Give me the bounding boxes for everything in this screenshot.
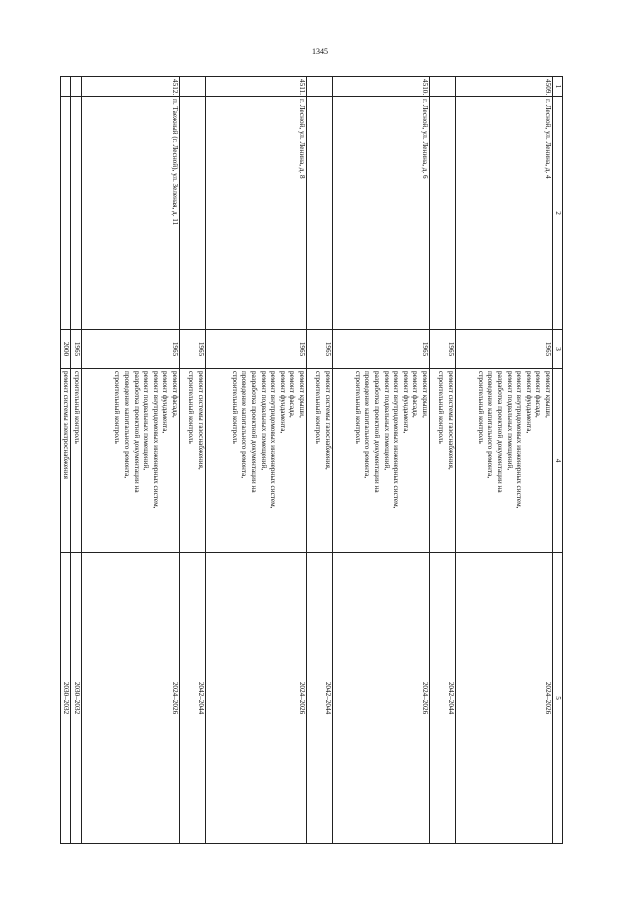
work-item: разработка проектной документации на [132,371,141,493]
work-item: строительный контроль [113,371,122,444]
work-item: ремонт фасада, [171,371,179,418]
row-year: 2000 [60,330,71,369]
row-year: 1965 [430,330,456,369]
page-number: 1345 [312,47,328,56]
row-address: г. Лесной, ул. Ленина, д. 4 [456,97,553,330]
row-number: 4512. [82,77,180,97]
row-address: п. Таежный (г. Лесной), ул. Зеленая, д. 11 [82,97,180,330]
row-number [430,77,456,97]
row-address [307,97,333,330]
work-item: ремонт системы газоснабжения, [447,371,455,470]
table-row [456,77,553,844]
work-item: строительный контроль [476,371,485,444]
row-year: 1965 [206,330,307,369]
row-works [456,369,553,553]
row-address [430,97,456,330]
table-row [307,77,333,844]
row-number: 4509. [456,77,553,97]
row-address [180,97,206,330]
row-number [180,77,206,97]
work-item: проведение капитального ремонта, [240,371,249,479]
work-item: ремонт фундамента, [278,371,287,434]
row-period: 2024–2026 [333,553,430,844]
column-header-5: 5 [553,553,563,844]
work-item: ремонт внутридомовых инженерных систем, [515,371,524,509]
work-item: ремонт внутридомовых инженерных систем, [151,371,160,509]
work-item: строительный контроль [73,371,81,444]
work-item: ремонт подвальных помещений, [505,371,514,471]
work-item: ремонт фасада, [411,371,420,418]
work-item: строительный контроль [437,371,446,444]
work-item: ремонт внутридомовых инженерных систем, [269,371,278,509]
row-year: 1965 [333,330,430,369]
work-item: ремонт фасада, [534,371,543,418]
work-item: ремонт крыши, [421,371,429,418]
row-number [71,77,82,97]
row-works [206,369,307,553]
column-header-3: 3 [553,330,563,369]
work-item: ремонт фасада, [288,371,297,418]
row-period: 2030–2032 [71,553,82,844]
row-number [307,77,333,97]
row-address: г. Лесной, ул. Ленина, д. 8 [206,97,307,330]
row-period: 2042–2044 [430,553,456,844]
work-item: ремонт системы электроснабжения [62,371,71,479]
row-works [307,369,333,553]
landscape-page [62,76,563,843]
table-row [333,77,430,844]
row-period: 2042–2044 [180,553,206,844]
work-item: ремонт крыши, [298,371,306,418]
work-item: разработка проектной документации на [496,371,505,493]
work-item: проведение капитального ремонта, [363,371,372,479]
work-item: строительный контроль [353,371,362,444]
row-year: 1965 [71,330,82,369]
row-works [430,369,456,553]
work-item: ремонт внутридомовых инженерных систем, [392,371,401,509]
work-item: разработка проектной документации на [373,371,382,493]
row-period: 2024–2026 [82,553,180,844]
work-item: проведение капитального ремонта, [123,371,132,479]
work-item: проведение капитального ремонта, [486,371,495,479]
row-year: 1965 [82,330,180,369]
table-row [180,77,206,844]
row-works [333,369,430,553]
table-row [60,77,71,844]
row-period: 2042–2044 [307,553,333,844]
work-item: ремонт подвальных помещений, [259,371,268,471]
row-address [60,97,71,330]
work-item: строительный контроль [230,371,239,444]
row-year: 1965 [456,330,553,369]
table-body [60,77,552,844]
table-row [82,77,180,844]
work-item: строительный контроль [314,371,323,444]
column-header-2: 2 [553,97,563,330]
work-item: ремонт фундамента, [161,371,170,434]
work-item: ремонт фундамента, [401,371,410,434]
row-number [60,77,71,97]
row-works [71,369,82,553]
row-works [82,369,180,553]
repair-schedule-table [60,76,563,844]
row-works [180,369,206,553]
work-item: ремонт системы газоснабжения, [197,371,205,470]
table-row [430,77,456,844]
row-period: 2024–2026 [456,553,553,844]
row-works [60,369,71,553]
work-item: ремонт фундамента, [524,371,533,434]
work-item: ремонт подвальных помещений, [142,371,151,471]
row-number: 4511. [206,77,307,97]
row-number: 4510. [333,77,430,97]
work-item: ремонт крыши, [544,371,552,418]
table-row [71,77,82,844]
column-number-row [553,77,563,844]
row-period: 2024–2026 [206,553,307,844]
rotated-table-region [62,76,563,843]
work-item: ремонт подвальных помещений, [382,371,391,471]
row-address: г. Лесной, ул. Ленина, д. 6 [333,97,430,330]
row-period: 2030–2032 [60,553,71,844]
row-year: 1965 [180,330,206,369]
row-year: 1965 [307,330,333,369]
column-header-4: 4 [553,369,563,553]
work-item: разработка проектной документации на [250,371,259,493]
table-row [206,77,307,844]
work-item: строительный контроль [187,371,196,444]
row-address [71,97,82,330]
work-item: ремонт системы газоснабжения, [324,371,332,470]
column-header-1: 1 [553,77,563,97]
